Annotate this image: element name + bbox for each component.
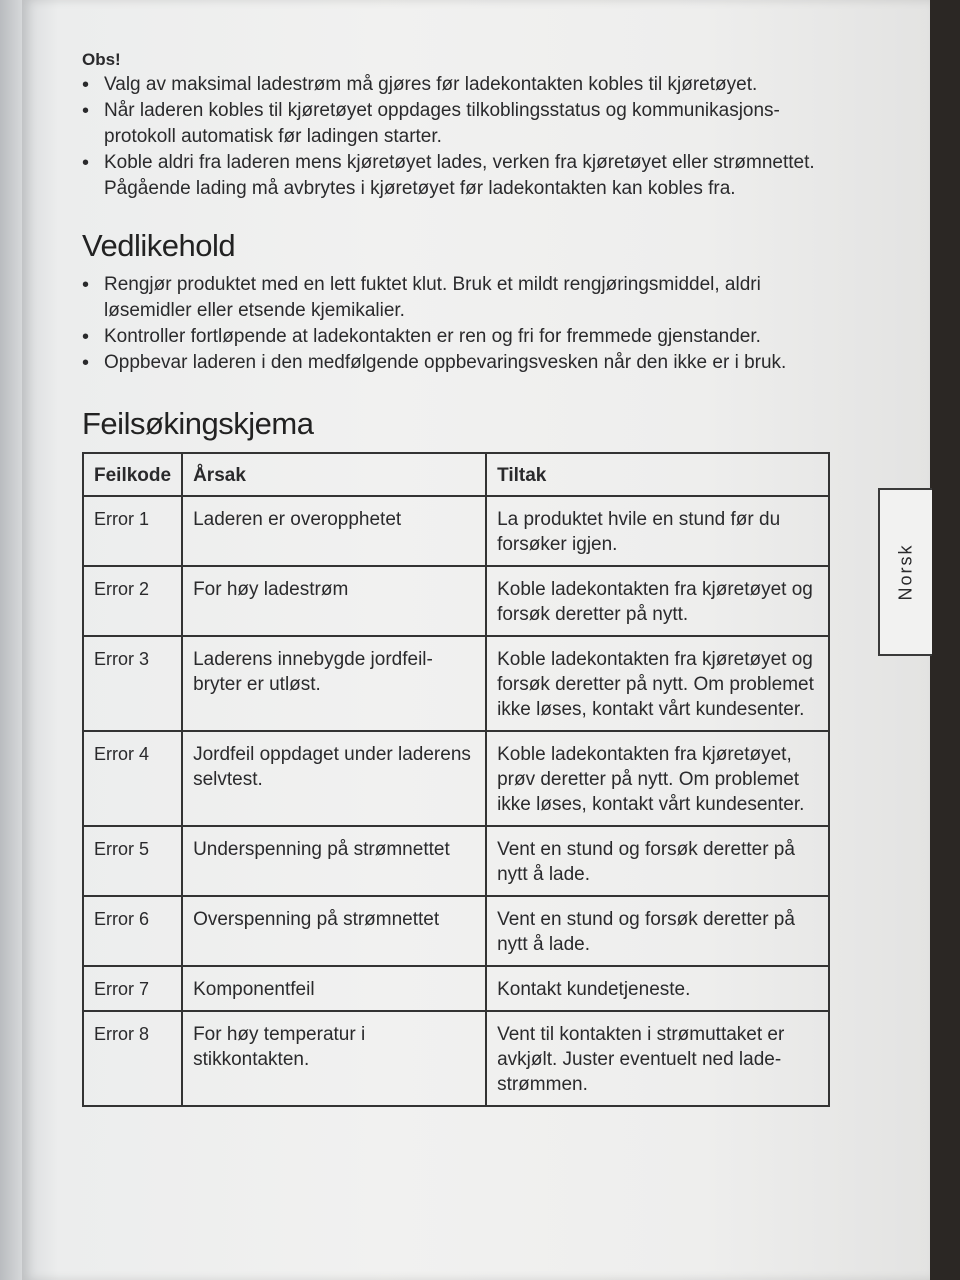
obs-item: • Når laderen kobles til kjøretøyet oppdages tilkoblingsstatus og kommunikasjons-protokoll automatisk før ladingen starter. bbox=[104, 98, 842, 150]
error-action: Vent til kontakten i strømuttaket er avkjølt. Juster eventuelt ned lade-strømmen. bbox=[486, 1011, 829, 1106]
error-code: Error 6 bbox=[83, 896, 182, 966]
maintenance-title: Vedlikehold bbox=[82, 228, 236, 263]
troubleshooting-title: Feilsøkingskjema bbox=[82, 406, 314, 441]
maintenance-item: • Rengjør produktet med en lett fuktet klut. Bruk et mildt rengjøringsmiddel, aldri løsemidler eller etsende kjemikalier. bbox=[104, 272, 842, 324]
error-code: Error 8 bbox=[83, 1011, 182, 1106]
language-tab-label: Norsk bbox=[895, 543, 916, 601]
table-header-row bbox=[83, 453, 829, 496]
error-code: Error 2 bbox=[83, 566, 182, 636]
error-code: Error 1 bbox=[83, 496, 182, 566]
language-tab bbox=[878, 488, 932, 656]
error-cause: Laderens innebygde jordfeil-bryter er utløst. bbox=[182, 636, 486, 731]
error-code: Error 3 bbox=[83, 636, 182, 731]
error-action: Kontakt kundetjeneste. bbox=[486, 966, 829, 1011]
table-row bbox=[83, 496, 829, 566]
header-error-code: Feilkode bbox=[83, 453, 182, 496]
maintenance-item: • Kontroller fortløpende at ladekontakten er ren og fri for fremmede gjenstander. bbox=[104, 324, 842, 350]
table-row bbox=[83, 1011, 829, 1106]
manual-page bbox=[22, 0, 930, 1280]
binding-fold bbox=[0, 0, 22, 1280]
header-action: Tiltak bbox=[486, 453, 829, 496]
error-action: Vent en stund og forsøk deretter på nytt å lade. bbox=[486, 896, 829, 966]
error-cause: For høy temperatur i stikkontakten. bbox=[182, 1011, 486, 1106]
table-row bbox=[83, 826, 829, 896]
maintenance-list bbox=[82, 272, 842, 376]
error-cause: For høy ladestrøm bbox=[182, 566, 486, 636]
table-row bbox=[83, 731, 829, 826]
troubleshooting-table bbox=[82, 452, 830, 1107]
error-cause: Laderen er overopphetet bbox=[182, 496, 486, 566]
error-action: La produktet hvile en stund før du forsøker igjen. bbox=[486, 496, 829, 566]
obs-label: Obs! bbox=[82, 50, 121, 69]
error-cause: Komponentfeil bbox=[182, 966, 486, 1011]
error-code: Error 5 bbox=[83, 826, 182, 896]
maintenance-item: • Oppbevar laderen i den medfølgende oppbevaringsvesken når den ikke er i bruk. bbox=[104, 350, 842, 376]
table-row bbox=[83, 896, 829, 966]
error-cause: Overspenning på strømnettet bbox=[182, 896, 486, 966]
header-cause: Årsak bbox=[182, 453, 486, 496]
error-action: Koble ladekontakten fra kjøretøyet og forsøk deretter på nytt. bbox=[486, 566, 829, 636]
error-code: Error 4 bbox=[83, 731, 182, 826]
error-code: Error 7 bbox=[83, 966, 182, 1011]
page-content bbox=[82, 50, 842, 1107]
error-action: Koble ladekontakten fra kjøretøyet og forsøk deretter på nytt. Om problemet ikke løses, kontakt vårt kundesenter. bbox=[486, 636, 829, 731]
error-cause: Jordfeil oppdaget under laderens selvtest. bbox=[182, 731, 486, 826]
obs-list bbox=[82, 72, 842, 202]
error-action: Vent en stund og forsøk deretter på nytt å lade. bbox=[486, 826, 829, 896]
table-row bbox=[83, 566, 829, 636]
table-row bbox=[83, 966, 829, 1011]
error-cause: Underspenning på strømnettet bbox=[182, 826, 486, 896]
obs-item: • Koble aldri fra laderen mens kjøretøyet lades, verken fra kjøretøyet eller strømnettet. Pågående lading må avbrytes i kjøretøyet før ladekontakten kan kobles fra. bbox=[104, 150, 842, 202]
error-action: Koble ladekontakten fra kjøretøyet, prøv deretter på nytt. Om problemet ikke løses, kontakt vårt kundesenter. bbox=[486, 731, 829, 826]
obs-item: • Valg av maksimal ladestrøm må gjøres før ladekontakten kobles til kjøretøyet. bbox=[104, 72, 842, 98]
table-row bbox=[83, 636, 829, 731]
